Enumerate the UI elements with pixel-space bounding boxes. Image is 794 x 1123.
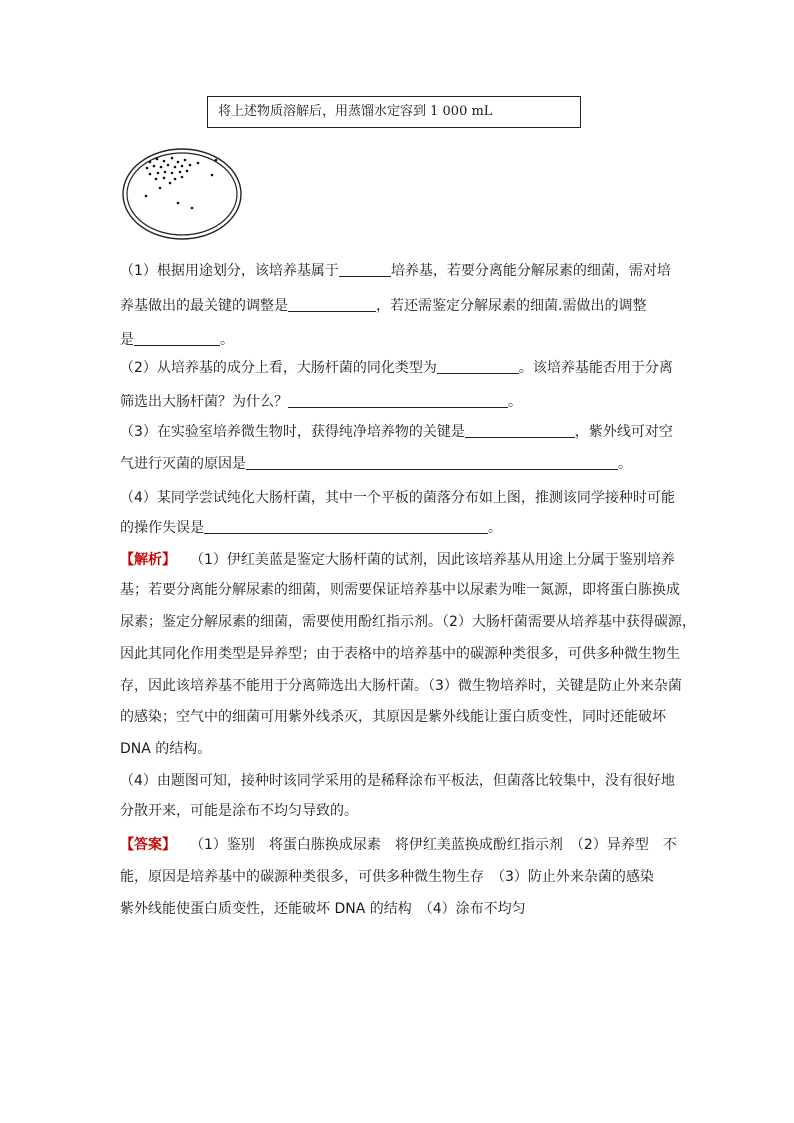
analysis-line-4: 因此其同化作用类型是异养型；由于表格中的培养基中的碳源种类很多，可供多种微生物生 xyxy=(120,646,680,662)
answer-line-1: 【答案】 （1）鉴别 将蛋白胨换成尿素 将伊红美蓝换成酚红指示剂 （2）异养型 不 xyxy=(120,837,677,853)
question-2-line-2: 筛选出大肠杆菌？为什么？ 。 xyxy=(120,394,522,410)
analysis-line-8: （4）由题图可知，接种时该同学采用的是稀释涂布平板法，但菌落比较集中，没有很好地 xyxy=(120,773,675,789)
analysis-line-6: 的感染；空气中的细菌可用紫外线杀灭，其原因是紫外线能让蛋白质变性，同时还能破坏 xyxy=(120,709,666,725)
analysis-line-7: DNA 的结构。 xyxy=(120,741,212,757)
colony-dots xyxy=(145,157,218,210)
analysis-line-3: 尿素；鉴定分解尿素的细菌，需要使用酚红指示剂。（2）大肠杆菌需要从培养基中获得碳源， xyxy=(120,614,696,630)
question-3-line-1: （3）在实验室培养微生物时，获得纯净培养物的关键是 ，紫外线可对空 xyxy=(120,424,673,440)
question-4-line-1: （4）某同学尝试纯化大肠杆菌，其中一个平板的菌落分布如上图，推测该同学接种时可能 xyxy=(120,490,675,506)
analysis-line-5: 存，因此该培养基不能用于分离筛选出大肠杆菌。（3）微生物培养时，关键是防止外来杂菌 xyxy=(120,678,682,694)
question-3-line-2: 气进行灭菌的原因是 。 xyxy=(120,456,632,472)
answer-tag: 【答案】 xyxy=(120,837,176,853)
analysis-line-1: 【解析】 （1）伊红美蓝是鉴定大肠杆菌的试剂，因此该培养基从用途上分属于鉴别培养 xyxy=(120,552,675,568)
medium-note-box xyxy=(207,96,581,128)
analysis-line-2: 基；若要分离能分解尿素的细菌，则需要保证培养基中以尿素为唯一氮源，即将蛋白胨换成 xyxy=(120,582,680,598)
petri-dish-figure xyxy=(120,146,245,244)
question-2-line-1: （2）从培养基的成分上看，大肠杆菌的同化类型为 。该培养基能否用于分离 xyxy=(120,360,673,376)
question-1-line-3: 是 。 xyxy=(120,332,234,348)
question-1-line-1: （1）根据用途划分，该培养基属于 培养基，若要分离能分解尿素的细菌，需对培 xyxy=(120,263,671,279)
analysis-tag: 【解析】 xyxy=(120,552,176,568)
question-1-line-2: 养基做出的最关键的调整是 ，若还需鉴定分解尿素的细菌.需做出的调整 xyxy=(120,298,647,314)
answer-line-3: 紫外线能使蛋白质变性，还能破坏 DNA 的结构 （4）涂布不均匀 xyxy=(120,901,526,917)
medium-note-text: 将上述物质溶解后，用蒸馏水定容到 1 000 mL xyxy=(218,104,493,119)
question-4-line-2: 的操作失误是 。 xyxy=(120,520,502,536)
answer-line-2: 能，原因是培养基中的碳源种类很多，可供多种微生物生存 （3）防止外来杂菌的感染 xyxy=(120,869,654,885)
analysis-line-9: 分散开来，可能是涂布不均匀导致的。 xyxy=(120,803,358,819)
